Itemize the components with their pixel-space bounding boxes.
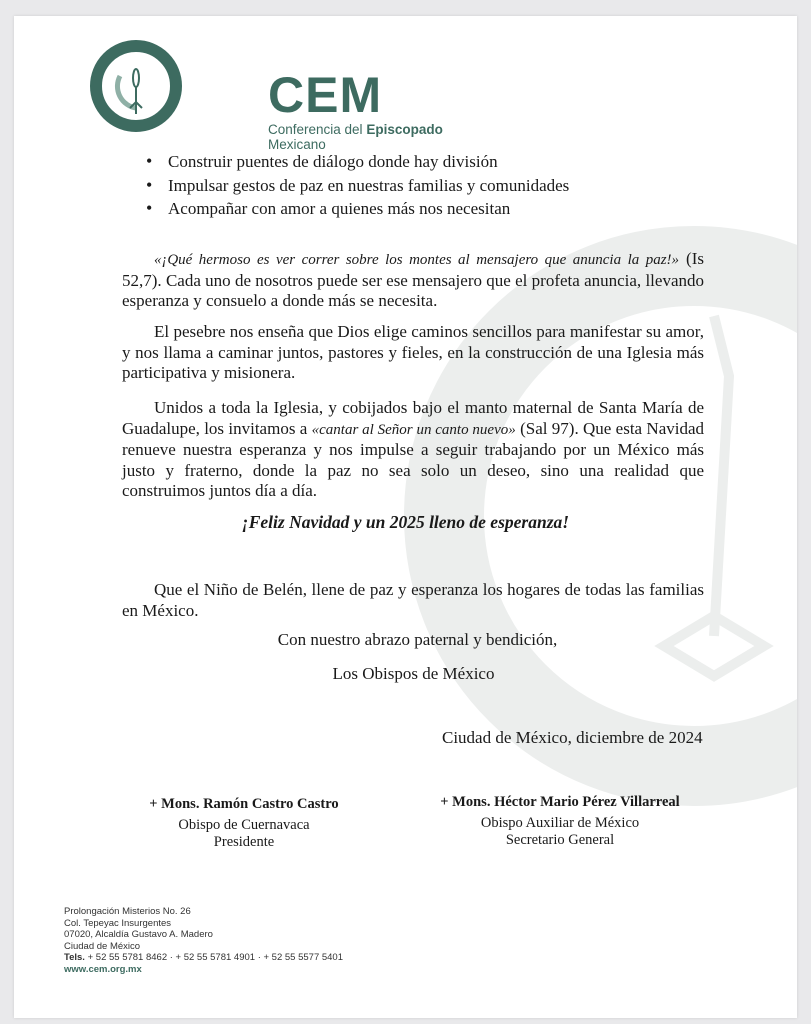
signature-title: Secretario General [505,832,615,848]
logo-subtitle: Conferencia del Episcopado Mexicano [268,122,443,152]
logo-text [268,67,448,152]
signature-secretario [418,794,702,849]
bullet-list [146,150,569,221]
address-line: Ciudad de México [64,940,141,952]
cem-logo [88,38,448,152]
signature-presidente [124,796,364,851]
bullet-item: • Construir puentes de diálogo donde hay división [146,150,569,174]
footer-address [64,906,343,976]
quote-isaias: «¡Qué hermoso es ver correr sobre los montes al mensajero que anuncia la paz!» [154,252,680,268]
address-line: Col. Tepeyac Insurgentes [64,917,172,929]
greeting: ¡Feliz Navidad y un 2025 lleno de esperanza! [241,512,570,532]
signature-role: Obispo de Cuernavaca [178,817,310,833]
paragraph-nino-belen: Que el Niño de Belén, llene de paz y esperanza los hogares de todas las familias en México. [122,580,704,620]
quote-salmo: «cantar al Señor un canto nuevo» [311,421,516,438]
phone-numbers: Tels. + 52 55 5781 8462 · + 52 55 5781 4901 · + 52 55 5577 5401 [64,952,343,964]
closing-line: Con nuestro abrazo paternal y bendición, [277,630,558,649]
logo-title: CEM [268,67,383,123]
signature-title: Presidente [213,834,275,850]
signature-role: Obispo Auxiliar de México [480,815,640,831]
signoff: Los Obispos de México [332,664,495,683]
document-page [14,16,797,1018]
bullet-item: • Impulsar gestos de paz en nuestras familias y comunidades [146,174,569,198]
place-date: Ciudad de México, diciembre de 2024 [442,728,703,747]
paragraph-unidos: Unidos a toda la Iglesia, y cobijados bajo el manto maternal de Santa María de Guadalupe, los invitamos a «cantar al Señor un canto nuevo» (Sal 97). Que esta Navidad renueve nuestra esperanza y nos impulse a seguir trabajando por un México más justo y fraterno, donde la paz no sea solo un deseo, sino una realidad que construimos juntos día a día. [122,398,705,500]
bullet-item: • Acompañar con amor a quienes más nos necesitan [146,197,569,221]
paragraph-quote-isaias: «¡Qué hermoso es ver correr sobre los montes al mensajero que anuncia la paz!» (Is 52,7). Cada uno de nosotros puede ser ese mensajero que el profeta anuncia, llevando esperanza y consuelo a donde más se necesita. [122,249,704,310]
website-link[interactable]: www.cem.org.mx [64,963,142,975]
signature-name: + Mons. Ramón Castro Castro [149,796,339,812]
address-line: Prolongación Misterios No. 26 [64,906,191,917]
paragraph-pesebre: El pesebre nos enseña que Dios elige caminos sencillos para manifestar su amor, y nos llama a caminar juntos, pastores y fieles, en la construcción de una Iglesia más participativa y misionera. [122,322,704,382]
cem-logo-icon [88,38,184,134]
address-line: 07020, Alcaldía Gustavo A. Madero [64,929,213,941]
signature-name: + Mons. Héctor Mario Pérez Villarreal [440,794,680,810]
